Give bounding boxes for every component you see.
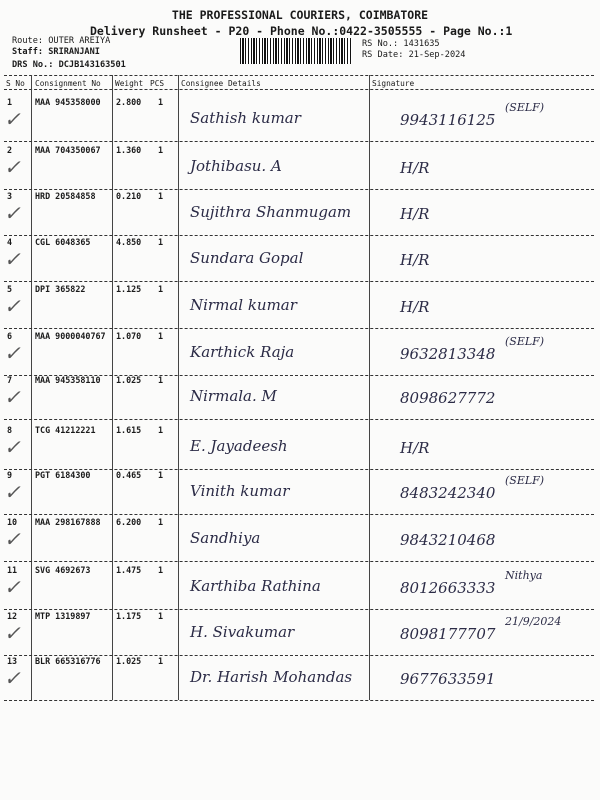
row-pcs: 1 bbox=[158, 97, 164, 107]
row-weight: 4.850 bbox=[116, 237, 142, 247]
check-mark-icon: ✓ bbox=[4, 341, 21, 365]
row-signature-handwriting: H/R bbox=[400, 251, 430, 269]
row-consignment: MAA 9000040767 bbox=[35, 331, 106, 341]
row-separator bbox=[4, 328, 594, 329]
check-mark-icon: ✓ bbox=[4, 527, 21, 551]
row-consignment: MAA 298167888 bbox=[35, 517, 101, 527]
row-separator bbox=[4, 561, 594, 562]
row-separator bbox=[4, 235, 594, 236]
route-label: Route: OUTER AREIYA bbox=[12, 36, 111, 46]
row-sno: 10 bbox=[7, 517, 18, 527]
row-consignee-handwriting: Sujithra Shanmugam bbox=[190, 203, 352, 221]
row-consignment: MAA 945358110 bbox=[35, 375, 101, 385]
row-signature-handwriting: H/R bbox=[400, 205, 430, 223]
row-signature-handwriting: 8098177707 bbox=[400, 625, 496, 643]
row-signature-handwriting: 9943116125 bbox=[400, 111, 496, 129]
row-pcs: 1 bbox=[158, 331, 164, 341]
row-weight: 1.175 bbox=[116, 611, 142, 621]
col-divider bbox=[178, 75, 179, 700]
row-sno: 2 bbox=[7, 145, 13, 155]
row-consignee-handwriting: Karthiba Rathina bbox=[190, 577, 321, 595]
row-consignment: SVG 4692673 bbox=[35, 565, 91, 575]
row-consignment: TCG 41212221 bbox=[35, 425, 96, 435]
row-weight: 0.210 bbox=[116, 191, 142, 201]
row-pcs: 1 bbox=[158, 425, 164, 435]
row-sno: 11 bbox=[7, 565, 18, 575]
check-mark-icon: ✓ bbox=[4, 107, 21, 131]
row-consignee-handwriting: Nirmala. M bbox=[190, 387, 277, 405]
row-sno: 5 bbox=[7, 284, 13, 294]
row-signature-handwriting: 9632813348 bbox=[400, 345, 496, 363]
row-weight: 1.475 bbox=[116, 565, 142, 575]
row-consignment: MTP 1319897 bbox=[35, 611, 91, 621]
staff-label: Staff: SRIRANJANI bbox=[12, 47, 100, 57]
row-signature-handwriting: H/R bbox=[400, 159, 430, 177]
row-consignment: MAA 704350067 bbox=[35, 145, 101, 155]
row-signature-handwriting: 9843210468 bbox=[400, 531, 496, 549]
col-divider bbox=[112, 75, 113, 700]
check-mark-icon: ✓ bbox=[4, 294, 21, 318]
col-consignment: Consignment No bbox=[35, 79, 101, 88]
col-signature: Signature bbox=[372, 79, 415, 88]
row-consignment: PGT 6184300 bbox=[35, 470, 91, 480]
rs-no-label: RS No.: 1431635 bbox=[362, 39, 440, 49]
row-consignee-handwriting: E. Jayadeesh bbox=[190, 437, 288, 455]
row-pcs: 1 bbox=[158, 284, 164, 294]
row-sno: 13 bbox=[7, 656, 18, 666]
check-mark-icon: ✓ bbox=[4, 247, 21, 271]
company-title: THE PROFESSIONAL COURIERS, COIMBATORE bbox=[171, 8, 429, 22]
col-pcs: PCS bbox=[150, 79, 165, 88]
row-consignee-handwriting: Sundara Gopal bbox=[190, 249, 304, 267]
row-signature-handwriting: 8483242340 bbox=[400, 484, 496, 502]
row-sno: 9 bbox=[7, 470, 13, 480]
row-pcs: 1 bbox=[158, 375, 164, 385]
rs-date-label: RS Date: 21-Sep-2024 bbox=[362, 50, 466, 60]
row-pcs: 1 bbox=[158, 470, 164, 480]
row-signature-handwriting: 8012663333 bbox=[400, 579, 496, 597]
row-weight: 1.360 bbox=[116, 145, 142, 155]
row-signature-note: (SELF) bbox=[505, 335, 545, 348]
row-pcs: 1 bbox=[158, 145, 164, 155]
row-weight: 1.025 bbox=[116, 375, 142, 385]
row-consignment: MAA 945358000 bbox=[35, 97, 101, 107]
row-sno: 12 bbox=[7, 611, 18, 621]
row-pcs: 1 bbox=[158, 611, 164, 621]
row-consignment: BLR 665316776 bbox=[35, 656, 101, 666]
row-weight: 6.200 bbox=[116, 517, 142, 527]
row-sno: 8 bbox=[7, 425, 13, 435]
row-separator bbox=[4, 141, 594, 142]
row-sno: 7 bbox=[7, 375, 13, 385]
row-weight: 2.800 bbox=[116, 97, 142, 107]
row-signature-note: Nithya bbox=[505, 569, 543, 582]
row-signature-note: (SELF) bbox=[505, 474, 545, 487]
row-weight: 1.125 bbox=[116, 284, 142, 294]
check-mark-icon: ✓ bbox=[4, 480, 21, 504]
row-signature-handwriting: H/R bbox=[400, 298, 430, 316]
row-separator bbox=[4, 281, 594, 282]
row-sno: 1 bbox=[7, 97, 13, 107]
row-signature-handwriting: 9677633591 bbox=[400, 670, 496, 688]
row-consignee-handwriting: Jothibasu. A bbox=[190, 157, 282, 175]
row-consignee-handwriting: H. Sivakumar bbox=[190, 623, 295, 641]
row-consignment: DPI 365822 bbox=[35, 284, 86, 294]
row-pcs: 1 bbox=[158, 517, 164, 527]
col-divider bbox=[31, 75, 32, 700]
row-pcs: 1 bbox=[158, 565, 164, 575]
row-sno: 6 bbox=[7, 331, 13, 341]
row-consignment: CGL 6048365 bbox=[35, 237, 91, 247]
row-separator bbox=[4, 469, 594, 470]
row-separator bbox=[4, 514, 594, 515]
check-mark-icon: ✓ bbox=[4, 385, 21, 409]
row-consignee-handwriting: Dr. Harish Mohandas bbox=[190, 668, 353, 686]
row-consignment: HRD 20584858 bbox=[35, 191, 96, 201]
row-signature-note: (SELF) bbox=[505, 101, 545, 114]
row-signature-note: 21/9/2024 bbox=[505, 615, 562, 628]
check-mark-icon: ✓ bbox=[4, 575, 21, 599]
row-separator bbox=[4, 419, 594, 420]
row-separator bbox=[4, 189, 594, 190]
check-mark-icon: ✓ bbox=[4, 155, 21, 179]
row-signature-handwriting: 8098627772 bbox=[400, 389, 496, 407]
barcode bbox=[240, 38, 352, 64]
row-sno: 4 bbox=[7, 237, 13, 247]
row-pcs: 1 bbox=[158, 191, 164, 201]
col-consignee: Consignee Details bbox=[181, 79, 261, 88]
header-bottom-rule bbox=[4, 89, 594, 90]
row-weight: 1.025 bbox=[116, 656, 142, 666]
check-mark-icon: ✓ bbox=[4, 666, 21, 690]
row-separator bbox=[4, 609, 594, 610]
check-mark-icon: ✓ bbox=[4, 435, 21, 459]
row-pcs: 1 bbox=[158, 656, 164, 666]
row-sno: 3 bbox=[7, 191, 13, 201]
runsheet-title: Delivery Runsheet - P20 - Phone No.:0422-3505555 - Page No.:1 bbox=[90, 24, 513, 38]
check-mark-icon: ✓ bbox=[4, 201, 21, 225]
row-weight: 1.070 bbox=[116, 331, 142, 341]
row-weight: 0.465 bbox=[116, 470, 142, 480]
row-weight: 1.615 bbox=[116, 425, 142, 435]
col-weight: Weight bbox=[115, 79, 144, 88]
col-divider bbox=[369, 75, 370, 700]
drs-label: DRS No.: DCJB143163501 bbox=[12, 60, 126, 70]
row-separator bbox=[4, 700, 594, 701]
row-signature-handwriting: H/R bbox=[400, 439, 430, 457]
row-consignee-handwriting: Sathish kumar bbox=[190, 109, 301, 127]
col-sno: S No bbox=[6, 79, 25, 88]
row-consignee-handwriting: Nirmal kumar bbox=[190, 296, 297, 314]
row-consignee-handwriting: Karthick Raja bbox=[190, 343, 295, 361]
header-top-rule bbox=[4, 75, 594, 76]
row-consignee-handwriting: Sandhiya bbox=[190, 529, 261, 547]
row-consignee-handwriting: Vinith kumar bbox=[190, 482, 290, 500]
row-pcs: 1 bbox=[158, 237, 164, 247]
check-mark-icon: ✓ bbox=[4, 621, 21, 645]
